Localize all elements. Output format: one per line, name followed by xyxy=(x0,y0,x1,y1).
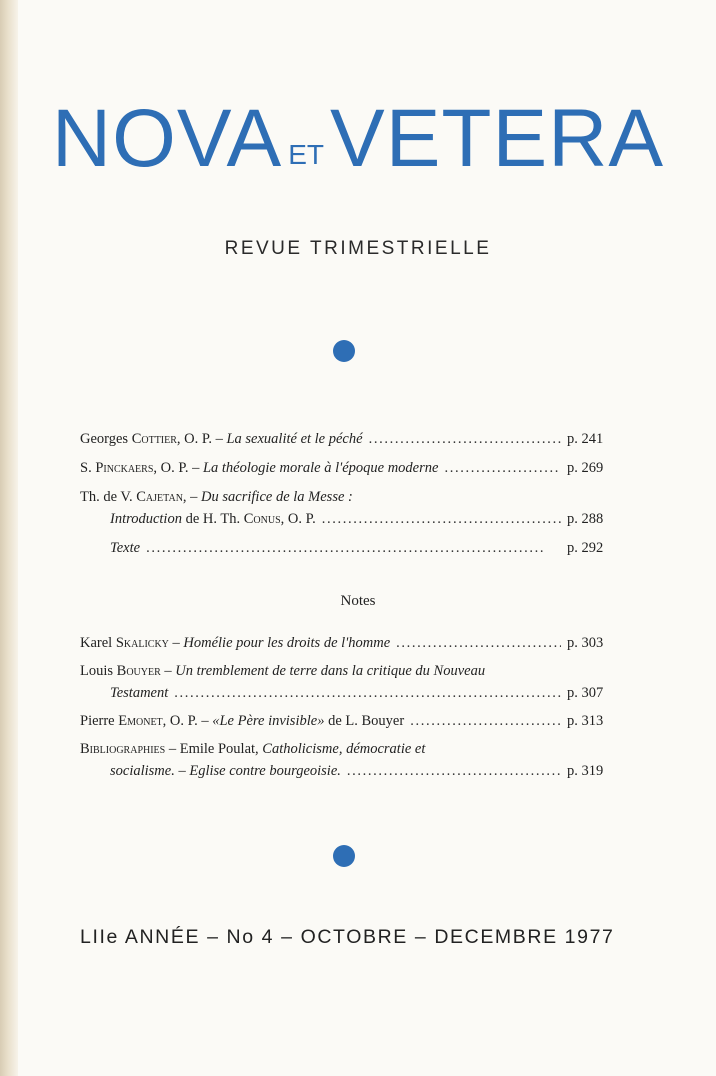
author-last: Cajetan xyxy=(136,489,183,505)
page-number: p. 319 xyxy=(567,763,604,779)
author-suffix: , O. P. – xyxy=(162,713,213,729)
articles-list xyxy=(80,428,617,559)
toc-entry-continuation xyxy=(80,682,617,704)
decorative-dot-top xyxy=(333,340,355,362)
author-first: Karel xyxy=(80,635,116,651)
leader-dots xyxy=(347,760,561,782)
toc-entry xyxy=(80,486,617,508)
title-nova: NOVA xyxy=(51,93,283,184)
page-number: p. 269 xyxy=(567,460,604,476)
leader-dots xyxy=(369,428,561,450)
author-first: Pierre xyxy=(80,713,119,729)
toc-entry xyxy=(80,738,617,760)
article-title: Homélie pour les droits de l'homme xyxy=(183,635,391,651)
author-last: Bouyer xyxy=(116,663,161,679)
article-title-continued: Testament xyxy=(110,685,169,701)
toc-entry: Pierre Emonet, O. P. – «Le Père invisible» de L. Bouyer . . . p. 313 xyxy=(80,710,617,732)
title-et: ET xyxy=(288,139,324,170)
page-number: p. 303 xyxy=(567,635,604,651)
toc-entry-continuation xyxy=(80,760,617,782)
toc-entry xyxy=(80,632,617,654)
toc-entry xyxy=(80,457,617,479)
leader-dots xyxy=(410,710,561,732)
author-suffix: – xyxy=(160,663,176,679)
page-number: p. 288 xyxy=(567,511,604,527)
author-suffix: – Emile Poulat, xyxy=(165,741,263,757)
leader-dots xyxy=(444,457,561,479)
toc-entry xyxy=(80,428,617,450)
page-number: p. 241 xyxy=(567,431,604,447)
author-suffix: , – xyxy=(182,489,202,505)
author-first: Th. de V. xyxy=(80,489,137,505)
notes-heading: Notes xyxy=(340,593,376,609)
leader-dots xyxy=(174,682,561,704)
leader-dots xyxy=(396,632,561,654)
page-number: p. 292 xyxy=(567,540,604,556)
journal-title xyxy=(0,93,716,198)
leader-dots xyxy=(146,537,561,559)
toc-entry xyxy=(80,660,617,682)
author-first: Georges xyxy=(80,431,132,447)
author-last: Conus xyxy=(243,511,281,527)
journal-subtitle: REVUE TRIMESTRIELLE xyxy=(224,238,492,259)
article-title: Un tremblement de terre dans la critique du Nouveau xyxy=(175,663,486,679)
decorative-dot-bottom xyxy=(333,845,355,867)
article-title-continued: socialisme. – Eglise contre bourgeoisie. xyxy=(110,763,341,779)
article-title: Du sacrifice de la Messe : xyxy=(201,489,353,505)
toc-entry xyxy=(80,537,617,559)
article-title: Catholicisme, démocratie et xyxy=(262,741,426,757)
article-title: Texte xyxy=(110,540,141,556)
author-suffix: – xyxy=(168,635,184,651)
article-title: La théologie morale à l'époque moderne xyxy=(202,460,439,476)
author-last: Skalicky xyxy=(115,635,169,651)
article-title: La sexualité et le péché xyxy=(226,431,363,447)
article-title: «Le Père invisible» xyxy=(212,713,325,729)
author-suffix: , O. P. – xyxy=(153,460,203,476)
author-first: S. xyxy=(80,460,96,476)
title-vetera: VETERA xyxy=(330,93,665,184)
author-last: Emonet xyxy=(118,713,163,729)
author-suffix: , O. P. – xyxy=(176,431,227,447)
author-last: Cottier xyxy=(131,431,177,447)
page-number: p. 307 xyxy=(567,685,604,701)
author-first: Louis xyxy=(80,663,117,679)
page-number: p. 313 xyxy=(567,713,604,729)
article-subtitle: Introduction xyxy=(110,511,182,527)
section-label: Bibliographies xyxy=(80,741,166,757)
toc-entry-continuation: Introduction de H. Th. Conus, O. P. . . . p. 288 xyxy=(80,508,617,530)
author-last: Pinckaers xyxy=(95,460,154,476)
issue-info: LIIe ANNÉE – No 4 – OCTOBRE – DECEMBRE 1977 xyxy=(80,926,615,948)
leader-dots xyxy=(322,508,561,530)
notes-list xyxy=(80,632,617,782)
